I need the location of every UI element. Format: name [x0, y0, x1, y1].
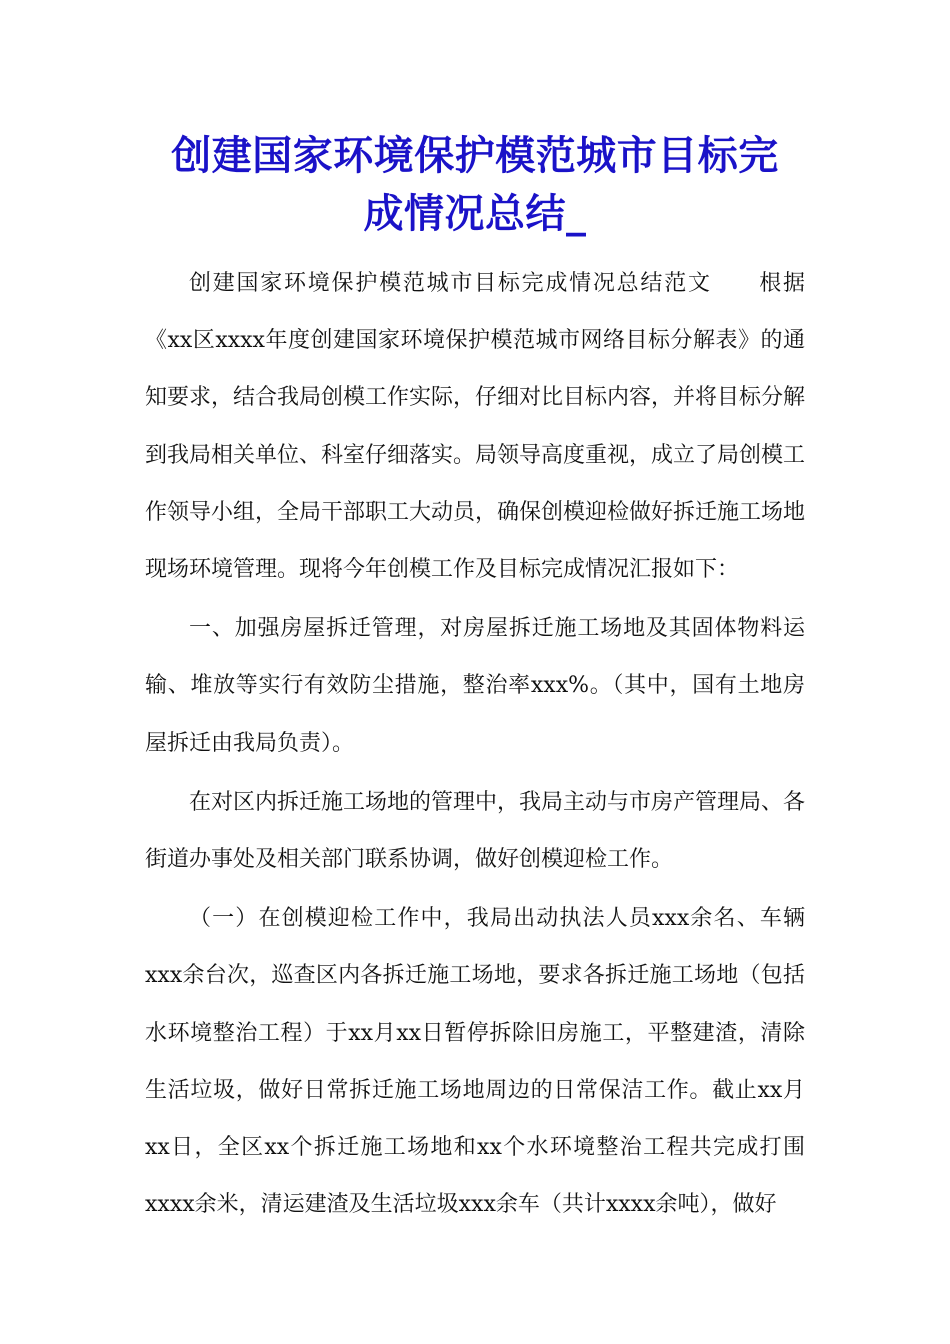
paragraph-item-one: （一）在创模迎检工作中，我局出动执法人员xxx余名、车辆xxx余台次，巡查区内各拆迁施工场地，要求各拆迁施工场地（包括水环境整治工程）于xx月xx日暂停拆除旧房施工，平整建渣，清除生活垃圾，做好日常拆迁施工场地周边的日常保洁工作。截止xx月xx日，全区xx个拆迁施工场地和xx个水环境整治工程共完成打围xxxx余米，清运建渣及生活垃圾xxx余车（共计xxxx余吨），做好 — [145, 906, 805, 1218]
paragraph-section-one: 一、加强房屋拆迁管理，对房屋拆迁施工场地及其固体物料运输、堆放等实行有效防尘措施，整治率xxx%。（其中，国有土地房屋拆迁由我局负责）。 — [145, 616, 805, 756]
paragraph-intro: 创建国家环境保护模范城市目标完成情况总结范文 根据《xx区xxxx年度创建国家环境保护模范城市网络目标分解表》的通知要求，结合我局创模工作实际，仔细对比目标内容，并将目标分解到我局相关单位、科室仔细落实。局领导高度重视，成立了局创模工作领导小组，全局干部职工大动员，确保创模迎检做好拆迁施工场地现场环境管理。现将今年创模工作及目标完成情况汇报如下： — [145, 271, 806, 583]
document-body — [145, 255, 805, 1233]
paragraph-management: 在对区内拆迁施工场地的管理中，我局主动与市房产管理局、各街道办事处及相关部门联系协调，做好创模迎检工作。 — [145, 789, 806, 873]
title-line-2: 成情况总结_ — [363, 190, 587, 237]
title-line-1: 创建国家环境保护模范城市目标完 — [171, 132, 779, 179]
document-title — [145, 127, 805, 243]
